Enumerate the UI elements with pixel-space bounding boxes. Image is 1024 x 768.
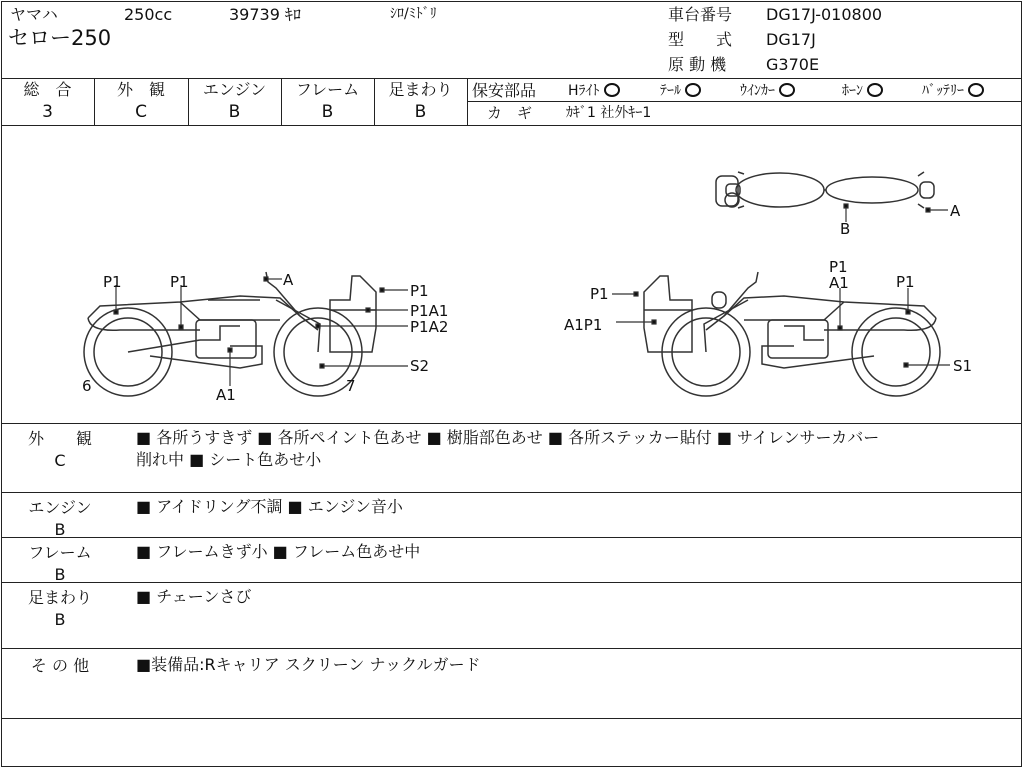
left-label-p1-seat: P1 xyxy=(170,273,189,291)
detail-other-category: そ の 他 xyxy=(30,656,90,675)
grade-suspension-label: 足まわり xyxy=(388,80,453,99)
safety-item-battery: ﾊﾞｯﾃﾘｰ xyxy=(922,83,984,98)
key-value: ｶｷﾞ1 社外ｷｰ1 xyxy=(566,105,652,121)
right-label-s1: S1 xyxy=(953,357,973,375)
displacement: 250cc xyxy=(124,5,173,24)
grade-engine-label: エンジン xyxy=(202,80,267,99)
left-label-p1a2: P1A2 xyxy=(410,318,449,336)
left-label-p1-rear: P1 xyxy=(103,273,122,291)
key-label: カ ギ xyxy=(487,104,533,122)
ok-circle-icon xyxy=(779,83,795,97)
frame-number-value: DG17J-010800 xyxy=(766,5,883,24)
detail-suspension-category: 足まわり B xyxy=(27,588,92,629)
detail-exterior-category: 外 観 C xyxy=(27,429,92,470)
right-label-p1-rear: P1 xyxy=(896,273,915,291)
grade-frame-value: B xyxy=(321,102,334,122)
right-label-a1p1: A1P1 xyxy=(564,316,603,334)
ok-circle-icon xyxy=(604,83,620,97)
left-label-seven: 7 xyxy=(346,377,356,395)
grade-suspension-value: B xyxy=(414,102,427,122)
left-label-p1a1: P1A1 xyxy=(410,302,449,320)
right-label-a1-top: A1 xyxy=(829,274,849,292)
ok-circle-icon xyxy=(685,83,701,97)
maker: ヤマハ xyxy=(10,5,58,24)
model-type-value: DG17J xyxy=(766,30,816,49)
frame-number-label: 車台番号 xyxy=(668,5,733,24)
safety-item-headlight: Hﾗｲﾄ xyxy=(568,83,620,98)
mileage: 39739 ｷﾛ xyxy=(229,5,301,24)
ok-circle-icon xyxy=(968,83,984,97)
safety-parts-title: 保安部品 xyxy=(472,81,537,100)
left-label-a-mirror: A xyxy=(283,271,294,289)
detail-engine-text: ■ アイドリング不調 ■ エンジン音小 xyxy=(136,497,403,516)
top-label-a: A xyxy=(950,202,961,220)
right-label-p1-top: P1 xyxy=(829,258,848,276)
detail-engine-category: エンジン B xyxy=(28,498,92,539)
ok-circle-icon xyxy=(867,83,883,97)
grade-total-label: 総 合 xyxy=(23,80,72,99)
grade-exterior-label: 外 観 xyxy=(116,80,165,99)
detail-other-text: ■装備品:Rキャリア スクリーン ナックルガード xyxy=(136,655,481,674)
grade-total-value: 3 xyxy=(42,102,53,122)
detail-exterior-text: ■ 各所うすきず ■ 各所ペイント色あせ ■ 樹脂部色あせ ■ 各所ステッカー貼付 ■ サイレンサーカバー 削れ中 ■ シート色あせ小 xyxy=(136,428,880,469)
detail-frame-text: ■ フレームきず小 ■ フレーム色あせ中 xyxy=(136,542,421,561)
engine-code-label: 原 動 機 xyxy=(668,55,727,74)
detail-suspension-text: ■ チェーンさび xyxy=(136,587,252,606)
safety-item-tail: ﾃｰﾙ xyxy=(660,83,701,98)
engine-code-value: G370E xyxy=(766,55,820,74)
grade-engine-value: B xyxy=(228,102,241,122)
bike-top-view xyxy=(716,172,934,208)
left-label-six: 6 xyxy=(82,377,92,395)
model-name: セロー250 xyxy=(8,26,112,50)
safety-item-horn: ﾎｰﾝ xyxy=(842,83,883,98)
damage-diagram xyxy=(0,126,1024,424)
detail-frame-category: フレーム B xyxy=(28,543,92,584)
left-label-s2: S2 xyxy=(410,357,430,375)
top-label-b: B xyxy=(840,220,851,238)
color: ｼﾛ/ﾐﾄﾞﾘ xyxy=(390,6,437,22)
grade-exterior-value: C xyxy=(135,102,147,122)
safety-item-winker: ｳｲﾝｶｰ xyxy=(740,83,795,98)
model-type-label: 型 式 xyxy=(668,30,733,49)
left-label-a1: A1 xyxy=(216,386,236,404)
grade-frame-label: フレーム xyxy=(295,80,360,99)
left-label-p1-screen: P1 xyxy=(410,282,429,300)
right-label-p1-screen: P1 xyxy=(590,285,609,303)
